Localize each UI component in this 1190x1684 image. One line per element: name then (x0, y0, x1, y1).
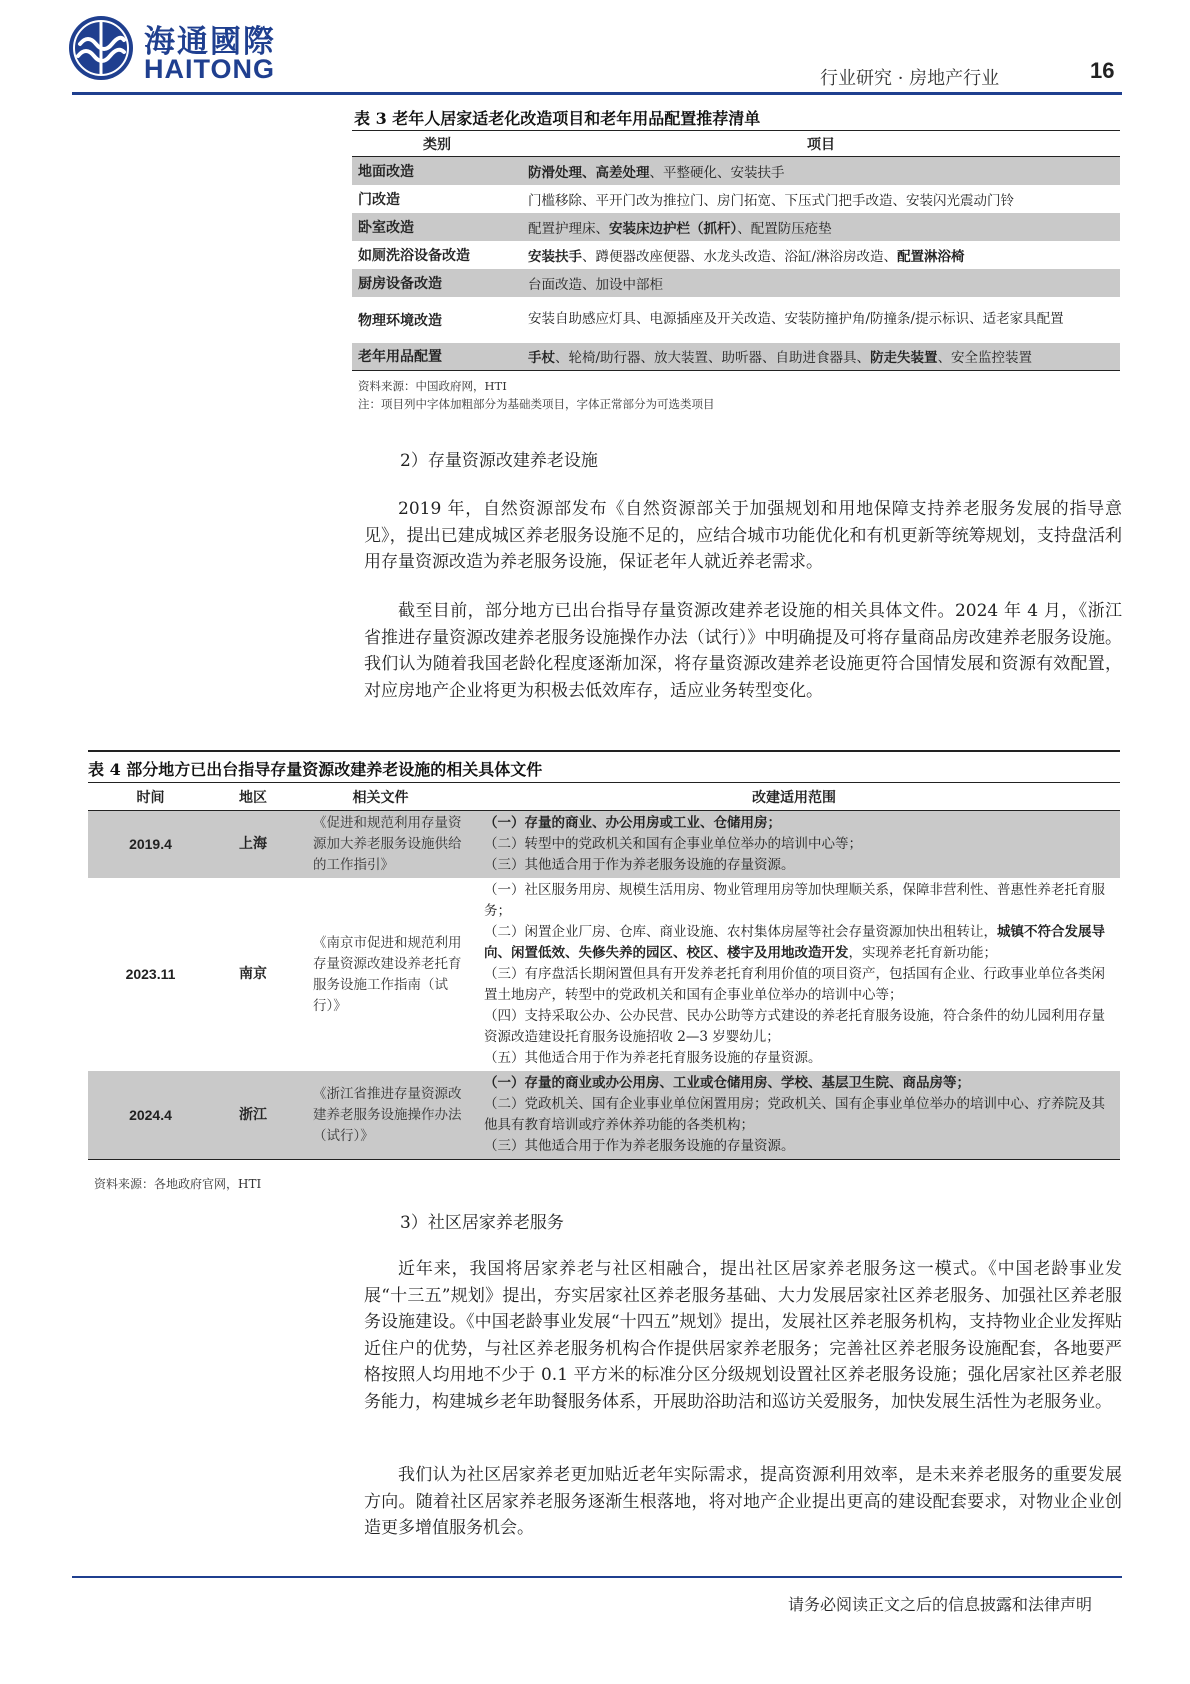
table-row (352, 297, 1120, 343)
section3-heading: 3）社区居家养老服务 (400, 1213, 564, 1233)
table3-title: 表 3 老年人居家适老化改造项目和老年用品配置推荐清单 (354, 109, 761, 128)
table4 (88, 782, 1120, 1160)
table-row (88, 811, 1120, 879)
doc-cell: 《南京市促进和规范利用存量资源改建设养老托育服务设施工作指南（试行）》 (313, 934, 462, 1014)
section2-heading: 2）存量资源改建养老设施 (400, 451, 598, 471)
scope-cell: （一）社区服务用房、规模生活用房、物业管理用房等加快理顺关系，保障非营利性、普惠性养老托育服务； （二）闲置企业厂房、仓库、商业设施、农村集体房屋等社会存量资源加快出租转让，城镇不符合发展导向、闲置低效、失修失养的园区、校区、楼宇及用地改造开发，实现养老托育新功能； （三）有序盘活长期闲置但具有开发养老托育利用价值的项目资产，包括国有企业、行政事业单位各类闲置土地房产，转型中的党政机关和国有企事业单位举办的培训中心等； （四）支持采取公办、公办民营、民办公助等方式建设的养老托育服务设施，符合条件的幼儿园利用存量资源改造建设托育服务设施招收 2—3 岁婴幼儿； （五）其他适合用于作为养老托育服务设施的存量资源。 (484, 882, 1105, 1066)
scope-cell: （一）存量的商业、办公用房或工业、仓储用房； （二）转型中的党政机关和国有企事业单位举办的培训中心等； （三）其他适合用于作为养老服务设施的存量资源。 (468, 811, 1120, 879)
category-cell: 物理环境改造 (358, 312, 442, 329)
items-cell: 台面改造、加设中部柜 (522, 269, 1120, 297)
brand-name-en: HAITONG (144, 54, 276, 84)
category-cell: 地面改造 (352, 157, 522, 185)
items-cell: 配置护理床、安装床边护栏（抓杆）、配置防压疮垫 (522, 213, 1120, 241)
scope-cell: （一）存量的商业或办公用房、工业或仓储用房、学校、基层卫生院、商品房等； （二）党政机关、国有企业事业单位闲置用房；党政机关、国有企事业单位举办的培训中心、疗养院及其他具有教育培训或疗养休养功能的各类机构； （三）其他适合用于作为养老服务设施的存量资源。 (468, 1071, 1120, 1160)
table3-header-items: 项目 (522, 131, 1120, 157)
table-row (88, 878, 1120, 1071)
section3-paragraph-1: 近年来，我国将居家养老与社区相融合，提出社区居家养老服务这一模式。《中国老龄事业发展“十三五”规划》提出，夯实居家社区养老服务基础、大力发展居家社区养老服务、加强社区养老服务设施建设。《中国老龄事业发展“十四五”规划》提出，发展社区养老服务机构，支持物业企业发挥贴近住户的优势，与社区养老服务机构合作提供居家养老服务；完善社区养老服务设施配套，各地要严格按照人均用地不少于 0.1 平方米的标准分区分级规划设置社区养老服务设施；强化居家社区养老服务能力，构建城乡老年助餐服务体系，开展助浴助洁和巡访关爱服务，加快发展生活性为老服务业。 (364, 1259, 1122, 1412)
header-divider (72, 92, 1122, 95)
table-row (352, 185, 1120, 213)
section-title: 行业研究 · 房地产行业 (820, 68, 1000, 89)
brand-logo (66, 14, 336, 82)
table3-header-category: 类别 (352, 131, 522, 157)
table4-title: 表 4 部分地方已出台指导存量资源改建养老设施的相关具体文件 (88, 760, 543, 779)
table-row (352, 343, 1120, 371)
items-cell: 门槛移除、平开门改为推拉门、房门拓宽、下压式门把手改造、安装闪光震动门铃 (528, 192, 1014, 209)
footer-disclaimer: 请务必阅读正文之后的信息披露和法律声明 (788, 1595, 1093, 1614)
area-cell: 南京 (239, 966, 267, 982)
table4-header-doc: 相关文件 (293, 783, 468, 811)
category-cell: 老年用品配置 (352, 343, 522, 371)
table4-header-scope: 改建适用范围 (468, 783, 1120, 811)
table3-header-row (352, 131, 1120, 157)
time-cell: 2024.4 (88, 1071, 213, 1160)
category-cell: 厨房设备改造 (352, 269, 522, 297)
table-row (352, 241, 1120, 269)
table4-top-rule (88, 750, 1120, 752)
table3-note: 注：项目列中字体加粗部分为基础类项目，字体正常部分为可选类项目 (358, 397, 715, 411)
table-row (352, 213, 1120, 241)
brand-name-cn: 海通國際 (144, 24, 276, 60)
section3-paragraph-2: 我们认为社区居家养老更加贴近老年实际需求，提高资源利用效率，是未来养老服务的重要发展方向。随着社区居家养老服务逐渐生根落地，将对地产企业提出更高的建设配套要求，对物业企业创造更多增值服务机会。 (364, 1465, 1122, 1538)
area-cell: 浙江 (213, 1071, 293, 1160)
table4-source: 资料来源：各地政府官网，HTI (94, 1177, 262, 1191)
category-cell: 门改造 (358, 191, 400, 208)
table-row (352, 157, 1120, 185)
doc-cell: 《浙江省推进存量资源改建养老服务设施操作办法（试行）》 (293, 1071, 468, 1160)
category-cell: 如厕洗浴设备改造 (358, 247, 470, 264)
items-cell: 手杖、轮椅/助行器、放大装置、助听器、自助进食器具、防走失装置、安全监控装置 (522, 343, 1120, 371)
time-cell: 2023.11 (125, 966, 176, 982)
table-row (88, 1071, 1120, 1160)
page-number: 16 (1090, 58, 1115, 83)
category-cell: 卧室改造 (352, 213, 522, 241)
items-cell: 安装扶手、蹲便器改座便器、水龙头改造、浴缸/淋浴房改造、配置淋浴椅 (528, 248, 965, 265)
doc-cell: 《促进和规范利用存量资源加大养老服务设施供给的工作指引》 (293, 811, 468, 879)
section2-paragraph-2: 截至目前，部分地方已出台指导存量资源改建养老设施的相关具体文件。2024 年 4 月，《浙江省推进存量资源改建养老服务设施操作办法（试行）》中明确提及可将存量商品房改建养老服务设施。我们认为随着我国老龄化程度逐渐加深，将存量资源改建养老设施更符合国情发展和资源有效配置，对应房地产企业将更为积极去低效库存，适应业务转型变化。 (364, 601, 1122, 701)
table3 (352, 130, 1120, 371)
time-cell: 2019.4 (88, 811, 213, 879)
footer-divider (72, 1576, 1122, 1578)
table4-header-area: 地区 (213, 783, 293, 811)
area-cell: 上海 (213, 811, 293, 879)
table4-header-row (88, 783, 1120, 811)
table3-source: 资料来源：中国政府网，HTI (358, 379, 507, 393)
items-cell: 防滑处理、高差处理、平整硬化、安装扶手 (522, 157, 1120, 185)
table4-header-time: 时间 (88, 783, 213, 811)
items-cell: 安装自助感应灯具、电源插座及开关改造、安装防撞护角/防撞条/提示标识、适老家具配置 (528, 311, 1064, 327)
section2-paragraph-1: 2019 年，自然资源部发布《自然资源部关于加强规划和用地保障支持养老服务发展的指导意见》，提出已建成城区养老服务设施不足的，应结合城市功能优化和有机更新等统筹规划，支持盘活利用存量资源改造为养老服务设施，保证老年人就近养老需求。 (364, 499, 1122, 572)
haitong-logo-icon (66, 14, 136, 82)
table-row (352, 269, 1120, 297)
